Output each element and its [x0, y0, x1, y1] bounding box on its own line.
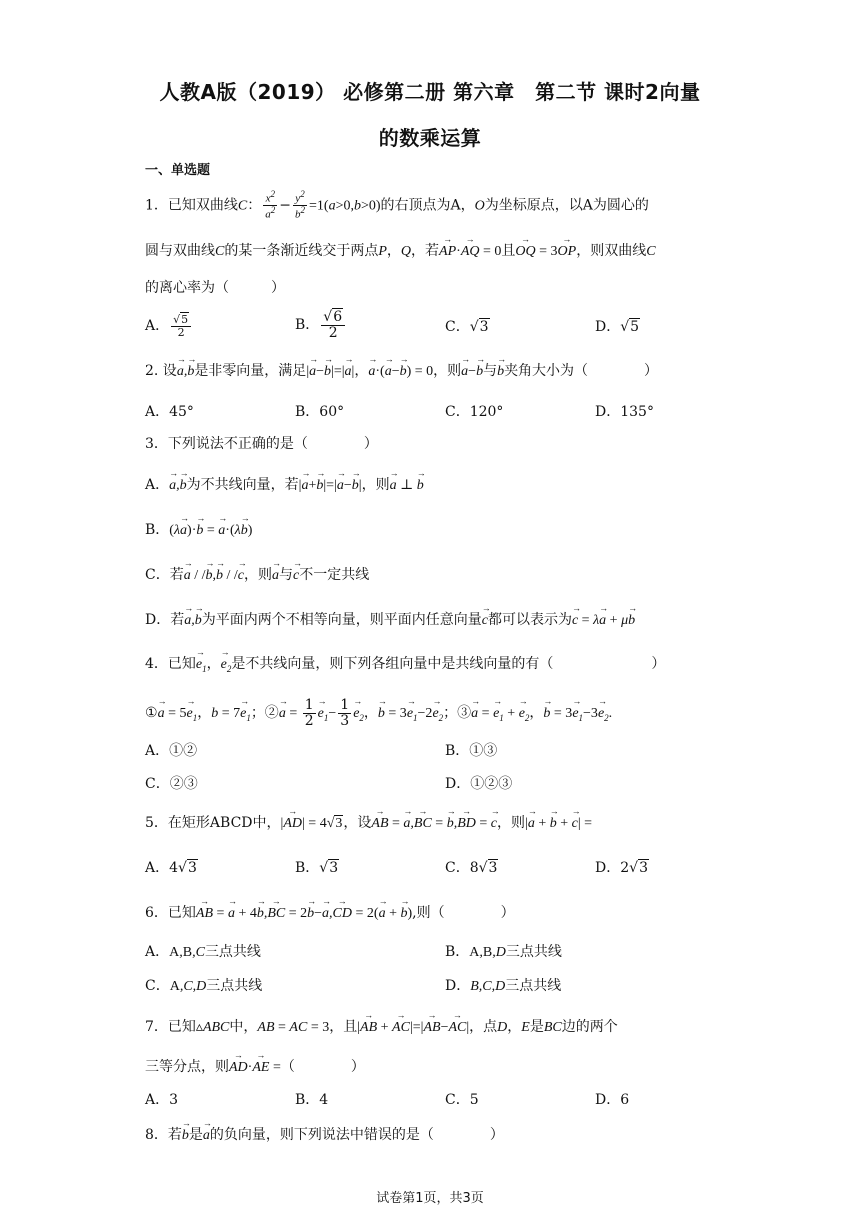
q2-option-c: C．120° [445, 404, 504, 420]
q5-option-b: B．√3 [295, 860, 339, 876]
q6-option-b: B．A,B,D三点共线 [445, 944, 562, 960]
q1-option-d: D．√5 [595, 319, 640, 335]
q2-option-b: B．60° [295, 404, 345, 420]
q4-option-b: B．①③ [445, 743, 498, 759]
q4-option-a: A．①② [145, 743, 198, 759]
question-8-stem: 8．若→ b是→ a的负向量，则下列说法中错误的是（ ） [145, 1124, 504, 1144]
q7-option-b: B．4 [295, 1092, 329, 1108]
q3-option-b: B．(λ→ a)·→ b = → a·(λ→ b) [145, 519, 252, 539]
q3-option-d: D．若→ a,→ b为平面内两个不相等向量，则平面内任意向量→ c都可以表示为→ c = λ→ a + μ→ b [145, 609, 635, 629]
q4-option-d: D．①②③ [445, 776, 513, 792]
question-3-stem: 3．下列说法不正确的是（ ） [145, 436, 378, 452]
question-6-stem: 6．已知→ AB = → a + 4→ b,→ BC = 2→ b−→ a,→ CD = 2(→ a + → b),则（ ） [145, 902, 515, 922]
question-1-line2: 圆与双曲线C的某一条渐近线交于两点P，Q，若→ AP·→ AQ = 0且→ OQ = 3→ OP，则双曲线C [145, 240, 656, 260]
q1-option-a: A． $\frac{√5}{2}$ [145, 314, 193, 338]
question-5-stem: 5．在矩形ABCD中，|→ AD| = 4√3，设→ AB = → a,→ BC = → b,→ BD = → c，则|→ a + → b + → c| = [145, 812, 592, 832]
q5-option-d: D．2√3 [595, 860, 648, 876]
q6-option-c: C．A,C,D三点共线 [145, 978, 263, 994]
q1-option-c: C．√3 [445, 319, 489, 335]
q2-option-a: A．45° [145, 404, 194, 420]
question-7-line2: 三等分点，则→ AD·→ AE =（ ） [145, 1056, 365, 1076]
paper-title-line2: 的数乘运算 [378, 126, 482, 150]
q7-option-a: A．3 [145, 1092, 179, 1108]
q5-option-c: C．8√3 [445, 860, 498, 876]
q1-option-b: B． $\frac{√6}{2}$ [295, 310, 347, 340]
question-4-stem: 4．已知→ $e_1$，→ $e_2$是不共线向量，则下列各组向量中是共线向量的有（ ） [145, 653, 665, 674]
page-footer: 试卷第1页，共3页 [376, 1191, 484, 1206]
q4-option-c: C．②③ [145, 776, 198, 792]
question-1-line1: 1．已知双曲线C： $\frac{x^2}{a^2}$ − $\frac{y^2}{b^2}$ =1(a>0,b>0)的右顶点为A，O为坐标原点，以A为圆心的 [145, 189, 649, 221]
q7-option-d: D．6 [595, 1092, 630, 1108]
question-2-stem: 2. 设→ a,→ b是非零向量，满足|→ a−→ b|=|→ a|，→ a·(→ a−→ b) = 0，则→ a−→ b与→ b夹角大小为（ ） [145, 360, 658, 380]
question-7-line1: 7．已知▵ABC中，AB = AC = 3，且|→ AB + → AC|=|→ AB−→ AC|，点D，E是BC边的两个 [145, 1016, 618, 1036]
paper-title-line1: 人教A版（2019） 必修第二册 第六章 第二节 课时2向量 [159, 80, 701, 104]
q7-option-c: C．5 [445, 1092, 479, 1108]
section-heading: 一、单选题 [145, 163, 211, 178]
q6-option-a: A．A,B,C三点共线 [145, 944, 261, 960]
q5-option-a: A．4√3 [145, 860, 197, 876]
question-1-line3: 的离心率为（ ） [145, 280, 285, 296]
q3-option-a: A．→ a,→ b为不共线向量，若|→ a+→ b|=|→ a−→ b|，则→ a ⊥ → b [145, 474, 424, 494]
q3-option-c: C．若→ a / /→ b,→ b / /→ c，则→ a与→ c不一定共线 [145, 564, 369, 584]
question-4-groups: ①→ $a = 5\to e_1$，$b = 7\to e_1$；②→ a = $\frac{1}{2}$ → $e_1-$ $\frac{1}{3}$ → $e_2$，→ $b = 3\to e_1-2\to e_2$；③→ a = → $e_1$ + → $e_2$，→ $b = 3\to e_1-3\to e_2$. [145, 698, 612, 728]
q2-option-d: D．135° [595, 404, 654, 420]
q6-option-d: D．B,C,D三点共线 [445, 978, 562, 994]
